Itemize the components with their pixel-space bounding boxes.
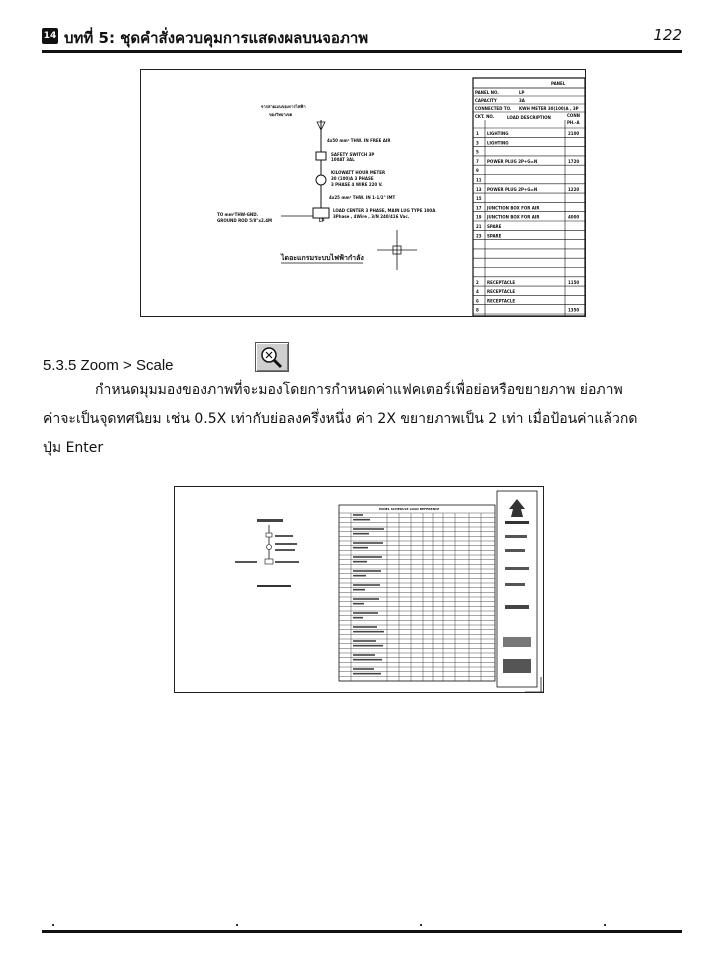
- circuit-description: LIGHTING: [487, 130, 509, 136]
- circuit-description: JUNCTION BOX FOR AIR: [487, 205, 540, 211]
- mini-row-text: [353, 519, 370, 521]
- paragraph-line-1: กำหนดมุมมองของภาพที่จะมองโดยการกำหนดค่าแฟคเตอร์เพื่อย่อหรือขยายภาพ ย่อภาพ: [95, 382, 623, 398]
- circuit-number: 21: [476, 223, 482, 229]
- mini-row-text: [353, 570, 381, 572]
- footer-mark: [420, 924, 422, 926]
- line-note-8: LOAD CENTER 3 PHASE, MAIN LUG TYPE 100A: [333, 208, 436, 213]
- paragraph-line-3: ปุ่ม Enter: [43, 440, 104, 456]
- col-header-desc: LOAD DESCRIPTION: [507, 115, 551, 120]
- col-header-conn: CONN: [567, 113, 581, 118]
- circuit-load: 1350: [568, 307, 580, 313]
- mini-row-text: [353, 631, 384, 633]
- header-rule: [42, 50, 682, 53]
- panel-row-value: LP: [519, 90, 525, 95]
- chapter-book-icon: 14: [42, 28, 58, 44]
- scaled-drawing-figure: [174, 486, 544, 693]
- line-note-2: SAFETY SWITCH 3P: [331, 152, 375, 157]
- scaled-drawing: [175, 487, 543, 692]
- mini-row-text: [353, 575, 366, 577]
- source-label-1: จากสายเมนของการไฟฟ้า: [261, 104, 306, 109]
- col-header-ckt: CKT. NO.: [475, 114, 495, 119]
- paragraph-line-2: ค่าจะเป็นจุดทศนิยม เช่น 0.5X เท่ากับย่อลงครึ่งหนึ่ง ค่า 2X ขยายภาพเป็น 2 เท่า เมื่อป้อนค่าแล้วกด: [43, 411, 638, 427]
- circuit-description: POWER PLUG 2P+G=N: [487, 186, 538, 192]
- line-note-6: 3 PHASE 4 WIRE 220 V.: [331, 182, 383, 187]
- diagram-caption: ไดอะแกรมระบบไฟฟ้ากำลัง: [281, 254, 364, 262]
- line-note-7: 4x25 mm² THW. IN 1-1/2" IMT: [329, 195, 396, 200]
- footer-rule: [42, 930, 682, 933]
- circuit-number: 13: [476, 186, 482, 192]
- section-heading: 5.3.5 Zoom > Scale: [43, 357, 174, 374]
- footer-mark: [604, 924, 606, 926]
- circuit-number: 6: [476, 298, 479, 304]
- circuit-load: 1220: [568, 186, 580, 192]
- mini-row-text: [353, 584, 380, 586]
- chapter-title: บทที่ 5: ชุดคำสั่งควบคุมการแสดงผลบนจอภาพ: [64, 29, 369, 47]
- footer-mark: [52, 924, 54, 926]
- mini-row-text: [353, 659, 382, 661]
- ground-label-2: GROUND ROD 5/8"x2.4M: [217, 218, 273, 223]
- line-note-4: KILOWATT HOUR METER: [331, 170, 386, 175]
- circuit-description: LIGHTING: [487, 140, 509, 146]
- panel-title: PANEL: [551, 81, 566, 86]
- panel-title-mini: PANEL SCHEDULE LOAD REFERENCE: [379, 507, 440, 511]
- circuit-description: SPARE: [487, 223, 502, 229]
- mini-row-text: [353, 654, 375, 656]
- circuit-number: 15: [476, 196, 482, 202]
- circuit-number: 2: [476, 279, 479, 285]
- circuit-number: 7: [476, 158, 479, 164]
- circuit-load: 4000: [568, 214, 580, 220]
- mini-row-text: [353, 533, 369, 535]
- circuit-number: 5: [476, 149, 479, 155]
- circuit-number: 11: [476, 177, 482, 183]
- circuit-load: 1150: [568, 279, 580, 285]
- mini-row-text: [353, 514, 363, 516]
- mini-row-text: [353, 673, 381, 675]
- panel-schedule-table: [473, 78, 585, 316]
- cad-drawing: [141, 70, 585, 316]
- mini-row-text: [353, 561, 367, 563]
- circuit-number: 19: [476, 214, 482, 220]
- circuit-number: 4: [476, 289, 479, 295]
- page-header: [42, 26, 682, 48]
- circuit-description: POWER PLUG 2P+G=N: [487, 158, 538, 164]
- zoom-scale-button[interactable]: [255, 342, 289, 372]
- circuit-number: 23: [476, 233, 482, 239]
- mini-row-text: [353, 626, 377, 628]
- mini-row-text: [353, 603, 364, 605]
- panel-row-label: CONNECTED TO.: [475, 106, 512, 111]
- mini-row-text: [353, 640, 376, 642]
- mini-row-text: [353, 617, 363, 619]
- line-note-9: 3Phase , 4Wire , 3/N 240/416 Vac.: [333, 214, 410, 219]
- col-header-conn-sub: PH.-A: [567, 120, 580, 125]
- circuit-description: RECEPTACLE: [487, 289, 516, 295]
- circuit-description: JUNCTION BOX FOR AIR: [487, 214, 540, 220]
- zoom-scale-icon: [256, 343, 288, 371]
- source-label-2: ของวิทยาเขต: [269, 112, 293, 117]
- circuit-number: 9: [476, 168, 479, 174]
- mini-row-text: [353, 668, 374, 670]
- circuit-number: 8: [476, 307, 479, 313]
- page-number: 122: [653, 26, 682, 44]
- lp-label: LP: [319, 218, 325, 223]
- mini-row-text: [353, 542, 383, 544]
- circuit-number: 17: [476, 205, 482, 211]
- ground-label-1: TO mm²THW-GND.: [217, 212, 259, 217]
- footer-mark: [236, 924, 238, 926]
- title-block: [497, 491, 537, 687]
- line-note-3: 100AT 3AL: [331, 157, 355, 162]
- mini-row-text: [353, 645, 383, 647]
- circuit-description: RECEPTACLE: [487, 298, 516, 304]
- mini-row-text: [353, 612, 378, 614]
- mini-row-text: [353, 589, 365, 591]
- cad-drawing-figure: [140, 69, 586, 317]
- line-note-5: 30 (100)A 3 PHASE: [331, 176, 374, 181]
- mini-row-text: [353, 598, 379, 600]
- circuit-number: 3: [476, 140, 479, 146]
- circuit-load: 1720: [568, 158, 580, 164]
- panel-row-label: CAPACITY: [475, 98, 497, 103]
- panel-row-value: KWH METER 30(100)A , 3P: [519, 106, 579, 111]
- panel-row-value: 3A: [519, 98, 525, 103]
- panel-row-label: PANEL NO.: [475, 90, 499, 95]
- circuit-load: 2100: [568, 130, 580, 136]
- circuit-description: RECEPTACLE: [487, 279, 516, 285]
- mini-row-text: [353, 547, 368, 549]
- crosshair-cursor-icon: [377, 230, 417, 270]
- circuit-description: SPARE: [487, 233, 502, 239]
- circuit-number: 1: [476, 130, 479, 136]
- line-note-1: 4x50 mm² THW. IN FREE AIR: [327, 138, 391, 143]
- mini-row-text: [353, 556, 382, 558]
- mini-row-text: [353, 528, 384, 530]
